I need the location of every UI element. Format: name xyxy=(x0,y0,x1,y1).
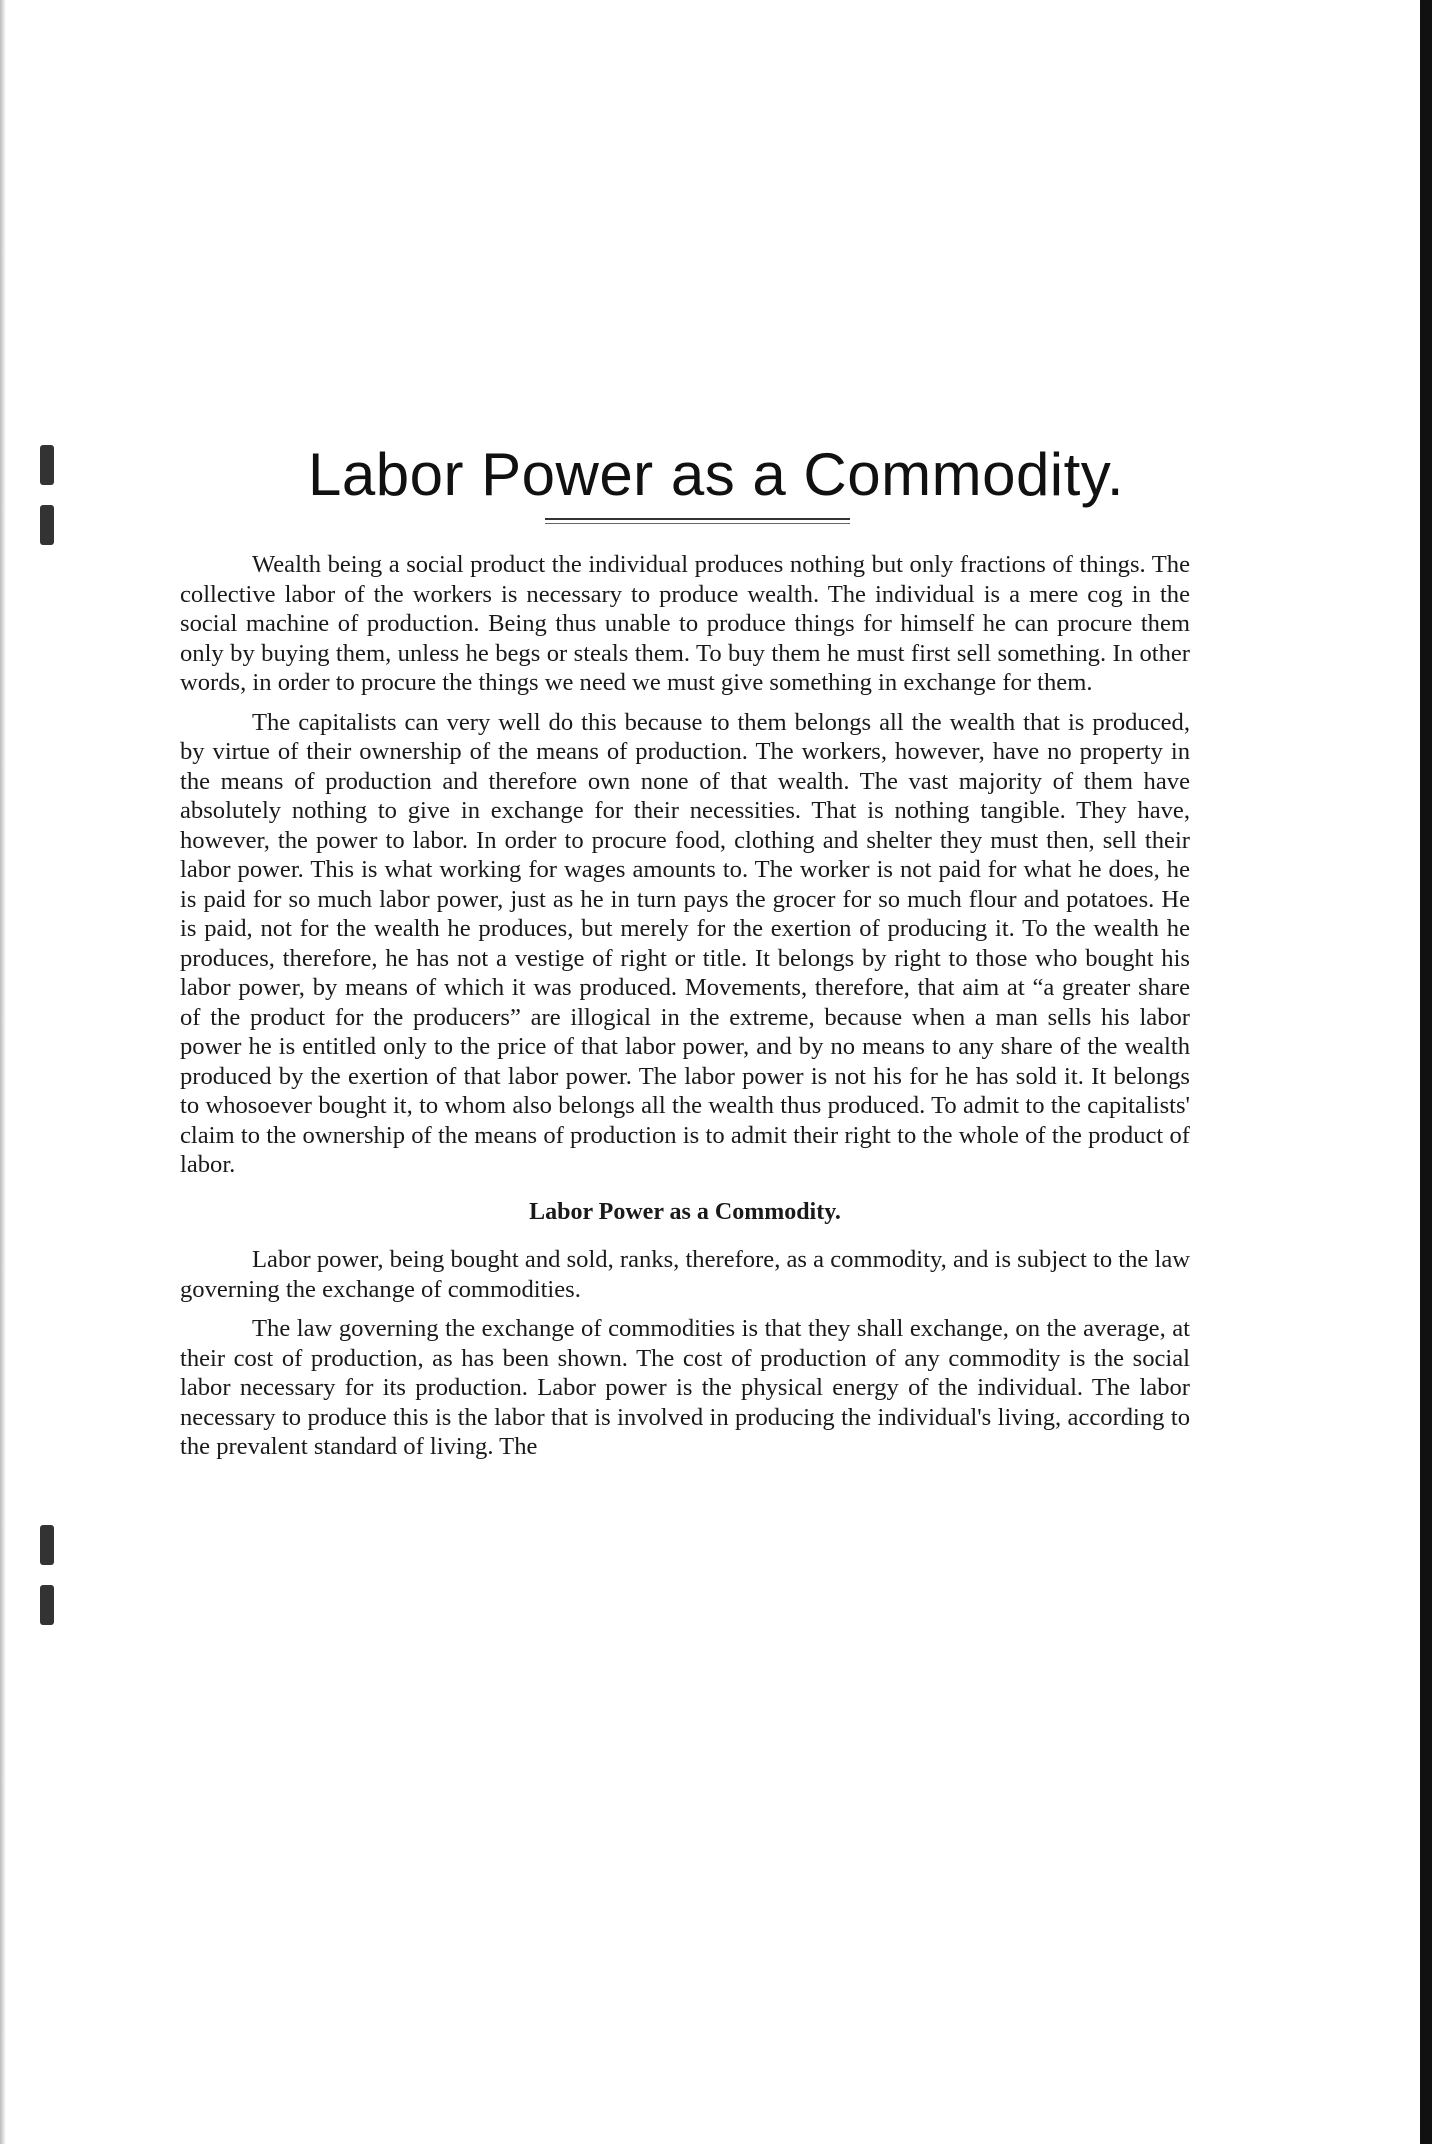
page-right-edge xyxy=(1420,0,1432,2144)
body-text xyxy=(180,550,1190,1472)
paragraph: Wealth being a social product the individual produces nothing but only fractions of things. The collective labor of the workers is necessary to produce wealth. The individual is a mere cog in the social machine of production. Being thus unable to produce things for himself he can procure them only by buying them, unless he begs or steals them. To buy them he must first sell something. In other words, in order to procure the things we need we must give something in exchange for them. xyxy=(180,551,1190,696)
section-heading: Labor Power as a Commodity. xyxy=(529,1198,841,1225)
page-left-edge xyxy=(0,0,6,2144)
title-rule xyxy=(545,518,850,524)
margin-mark xyxy=(40,1525,54,1565)
paragraph: The law governing the exchange of commodities is that they shall exchange, on the average, at their cost of production, as has been shown. The cost of production of any commodity is the social labor necessary for its production. Labor power is the physical energy of the individual. The labor necessary to produce this is the labor that is involved in producing the individual's living, according to the prevalent standard of living. The xyxy=(180,1315,1190,1460)
page-title: Labor Power as a Commodity. xyxy=(307,441,1125,509)
margin-mark xyxy=(40,505,54,545)
margin-mark xyxy=(40,1585,54,1625)
paragraph: The capitalists can very well do this because to them belongs all the wealth that is produced, by virtue of their ownership of the means of production. The workers, however, have no property in the means of production and therefore own none of that wealth. The vast majority of them have absolutely nothing to give in exchange for their necessities. That is nothing tangible. They have, however, the power to labor. In order to procure food, clothing and shelter they must then, sell their labor power. This is what working for wages amounts to. The worker is not paid for what he does, he is paid for so much labor power, just as he in turn pays the grocer for so much flour and potatoes. He is paid, not for the wealth he produces, but merely for the exertion of producing it. To the wealth he produces, therefore, he has not a vestige of right or title. It belongs by right to those who bought his labor power, by means of which it was produced. Movements, therefore, that aim at “a greater share of the product for the producers” are illogical in the extreme, because when a man sells his labor power he is entitled only to the price of that labor power, and by no means to any share of the wealth produced by the exertion of that labor power. The labor power is not his for he has sold it. It belongs to whosoever bought it, to whom also belongs all the wealth thus produced. To admit to the capitalists' claim to the ownership of the means of production is to admit their right to the whole of the product of labor. xyxy=(180,708,1190,1178)
paragraph: Labor power, being bought and sold, ranks, therefore, as a commodity, and is subject to the law governing the exchange of commodities. xyxy=(180,1246,1190,1303)
